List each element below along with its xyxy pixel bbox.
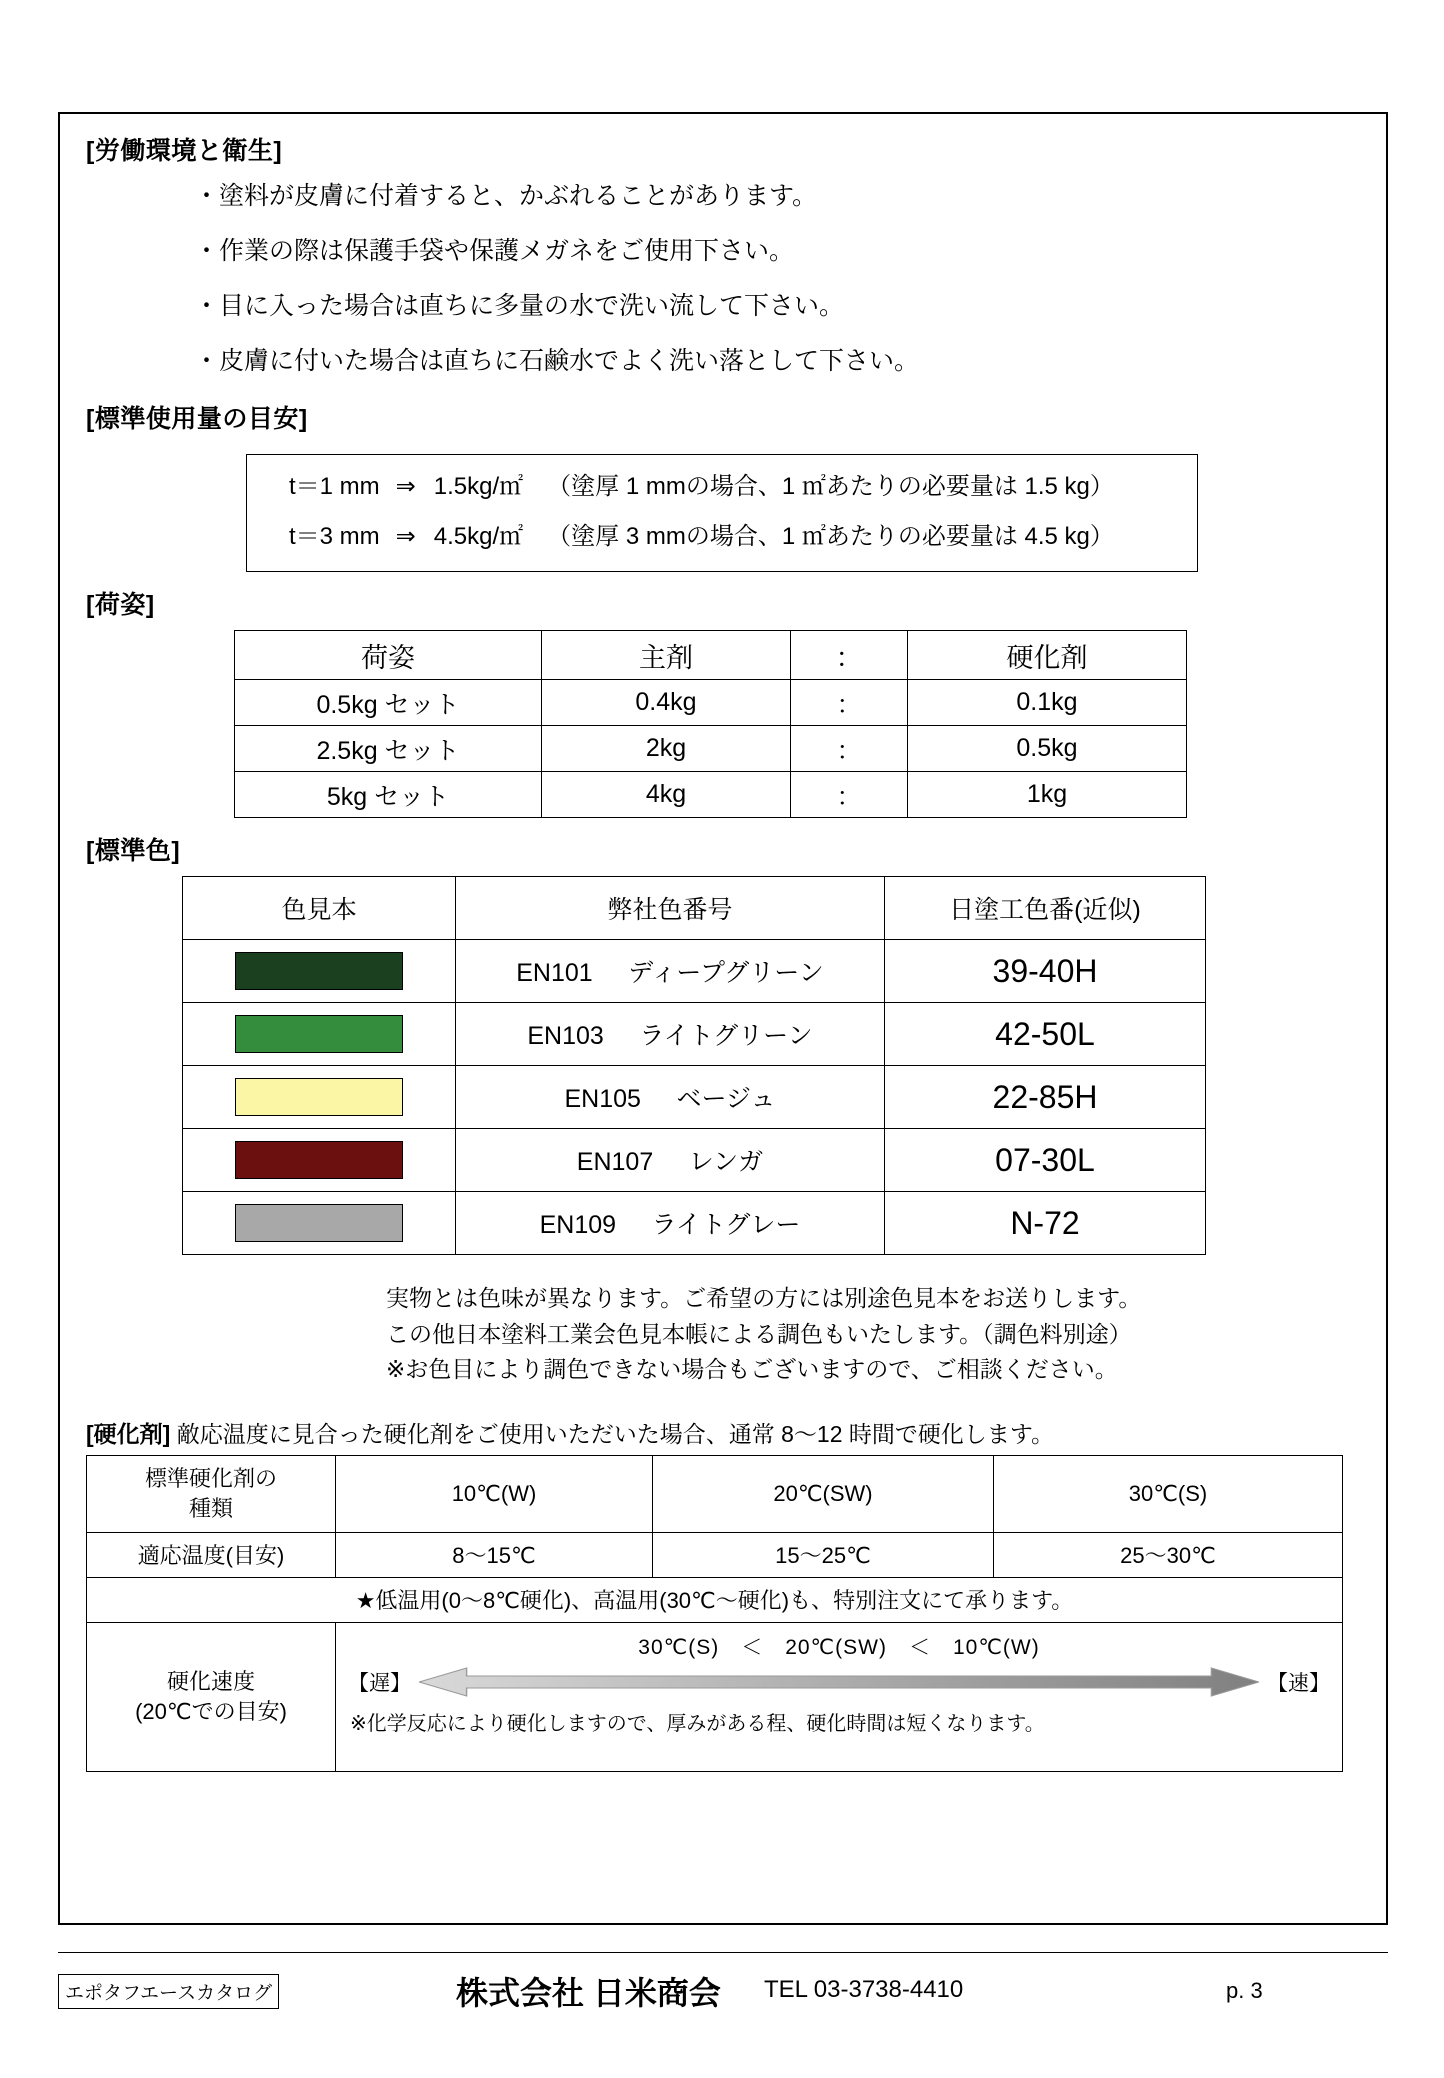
company-name: 株式会社 日米商会 <box>456 1975 721 2011</box>
cure-speed-scale: 30℃(S) ＜ 20℃(SW) ＜ 10℃(W) <box>638 1635 1040 1659</box>
usage-thickness: t＝3 mm <box>289 523 380 550</box>
color-code: EN101 <box>516 959 593 987</box>
content-frame <box>58 112 1388 1925</box>
color-swatch <box>235 952 403 990</box>
section-heading-safety: [労働環境と衛生] <box>86 137 283 165</box>
cure-speed-arrow-row <box>336 1661 1342 1697</box>
cell-temp-s: 25～30℃ <box>994 1532 1343 1577</box>
usage-rate: 1.5kg/㎡ <box>433 473 524 500</box>
color-code: EN107 <box>576 1148 654 1176</box>
color-swatch <box>235 1204 403 1242</box>
cell-separator: ： <box>791 772 908 818</box>
table-row <box>235 772 1187 818</box>
cell-hardener: 1kg <box>908 772 1187 818</box>
section-heading-colors: [標準色] <box>86 837 181 865</box>
hardener-heading-text: 敵応温度に見合った硬化剤をご使用いただいた場合、通常 8～12 時間で硬化します。 <box>176 1420 1055 1447</box>
color-code: EN105 <box>564 1085 641 1113</box>
hardener-table-wrapper <box>86 1455 1360 1772</box>
color-name: ライトグレー <box>651 1211 801 1239</box>
table-row-cure-speed <box>87 1622 1343 1771</box>
table-row <box>235 726 1187 772</box>
cell-set: 0.5kg セット <box>235 680 542 726</box>
color-name: ライトグリーン <box>639 1022 813 1050</box>
column-header-separator: ： <box>791 631 908 680</box>
safety-bullet-list <box>86 184 1360 374</box>
cell-cure-speed-diagram <box>336 1622 1343 1771</box>
color-swatch <box>235 1141 403 1179</box>
cell-swatch <box>183 1192 456 1255</box>
cure-speed-fast-label: 【速】 <box>1267 1671 1330 1695</box>
cell-color-name <box>456 940 885 1003</box>
color-code: EN109 <box>539 1211 617 1239</box>
cell-temp-w: 8～15℃ <box>336 1532 653 1577</box>
packaging-table <box>234 630 1187 818</box>
usage-box-wrapper <box>86 454 1360 572</box>
cell-set: 5kg セット <box>235 772 542 818</box>
cell-hardener-type-w: 10℃(W) <box>336 1455 653 1532</box>
table-row <box>183 1129 1206 1192</box>
safety-bullet-item: ・目に入った場合は直ちに多量の水で洗い流して下さい。 <box>194 292 845 320</box>
cell-swatch <box>183 1066 456 1129</box>
column-header-hardener: 硬化剤 <box>908 631 1187 680</box>
cell-nittoko: 22-85H <box>885 1066 1206 1129</box>
cure-speed-slow-label: 【遅】 <box>348 1671 411 1695</box>
cell-main: 4kg <box>542 772 791 818</box>
page-number: p. 3 <box>1226 1978 1263 2003</box>
cell-nittoko: 39-40H <box>885 940 1206 1003</box>
table-row <box>183 1003 1206 1066</box>
cell-separator: ： <box>791 680 908 726</box>
cure-speed-note <box>336 1697 1342 1736</box>
table-row-temp-range <box>87 1532 1343 1577</box>
safety-bullet-item: ・皮膚に付いた場合は直ちに石鹸水でよく洗い落として下さい。 <box>194 347 920 375</box>
column-header-main: 主剤 <box>542 631 791 680</box>
cell-hardener: 0.1kg <box>908 680 1187 726</box>
table-row-hardener-type <box>87 1455 1343 1532</box>
column-header-set: 荷姿 <box>235 631 542 680</box>
cell-swatch <box>183 1129 456 1192</box>
usage-rate: 4.5kg/㎡ <box>433 523 524 550</box>
cell-main: 0.4kg <box>542 680 791 726</box>
usage-arrow-icon: ⇒ <box>395 473 416 500</box>
color-note-line: 実物とは色味が異なります。ご希望の方には別途色見本をお送りします。 <box>386 1285 1142 1311</box>
usage-box <box>246 454 1198 572</box>
hardener-heading-label: [硬化剤] <box>86 1420 171 1447</box>
cell-swatch <box>183 940 456 1003</box>
cell-color-name <box>456 1003 885 1066</box>
color-name: レンガ <box>688 1148 764 1176</box>
cell-color-name <box>456 1129 885 1192</box>
cell-swatch <box>183 1003 456 1066</box>
cell-nittoko: N-72 <box>885 1192 1206 1255</box>
cell-set: 2.5kg セット <box>235 726 542 772</box>
table-row <box>235 680 1187 726</box>
column-header-nittoko: 日塗工色番(近似) <box>885 877 1206 940</box>
cell-main: 2kg <box>542 726 791 772</box>
cell-temp-label: 適応温度(目安) <box>87 1532 336 1577</box>
hardener-type-label-line1: 標準硬化剤の <box>144 1466 277 1492</box>
double-arrow-icon <box>419 1667 1259 1697</box>
cell-separator: ： <box>791 726 908 772</box>
cell-nittoko: 42-50L <box>885 1003 1206 1066</box>
hardener-table <box>86 1455 1343 1772</box>
footer-divider <box>58 1952 1388 1953</box>
table-header-row <box>235 631 1187 680</box>
table-row <box>183 940 1206 1003</box>
usage-line <box>289 475 1197 499</box>
usage-note: （塗厚 3 mmの場合、1 ㎡あたりの必要量は 4.5 kg） <box>547 523 1114 550</box>
usage-thickness: t＝1 mm <box>289 473 380 500</box>
packaging-table-wrapper <box>86 630 1360 818</box>
cell-hardener: 0.5kg <box>908 726 1187 772</box>
usage-note: （塗厚 1 mmの場合、1 ㎡あたりの必要量は 1.5 kg） <box>547 473 1114 500</box>
color-note-line: この他日本塗料工業会色見本帳による調色もいたします。（調色料別途） <box>386 1320 1132 1347</box>
safety-bullet-item: ・作業の際は保護手袋や保護メガネをご使用下さい。 <box>194 237 795 265</box>
color-table <box>182 876 1206 1255</box>
color-code: EN103 <box>527 1022 604 1050</box>
cell-special-order-note: ★低温用(0～8℃硬化)、高温用(30℃～硬化)も、特別注文にて承ります。 <box>87 1577 1343 1622</box>
company-telephone: TEL 03-3738-4410 <box>764 1976 964 2003</box>
cure-speed-diagram <box>336 1623 1342 1771</box>
cell-cure-speed-label <box>87 1622 336 1771</box>
section-heading-packaging: [荷姿] <box>86 591 155 619</box>
section-heading-usage: [標準使用量の目安] <box>86 405 308 433</box>
color-name: ディープグリーン <box>628 959 824 987</box>
cell-temp-sw: 15～25℃ <box>653 1532 994 1577</box>
usage-arrow-icon: ⇒ <box>395 523 416 550</box>
cell-color-name <box>456 1192 885 1255</box>
column-header-swatch: 色見本 <box>183 877 456 940</box>
table-row <box>183 1192 1206 1255</box>
cure-speed-label-line1: 硬化速度 <box>166 1669 255 1695</box>
color-swatch <box>235 1015 403 1053</box>
column-header-code: 弊社色番号 <box>456 877 885 940</box>
cell-color-name <box>456 1066 885 1129</box>
color-notes <box>86 1281 1360 1388</box>
cure-speed-note-text: ※化学反応により硬化しますので、厚みがある程、硬化時間は短くなります。 <box>350 1712 1045 1735</box>
safety-bullet-item: ・塗料が皮膚に付着すると、かぶれることがあります。 <box>194 182 818 210</box>
color-name: ベージュ <box>676 1085 776 1113</box>
catalog-badge: エポタフエースカタログ <box>58 1974 279 2009</box>
cell-nittoko: 07-30L <box>885 1129 1206 1192</box>
page-footer <box>58 1952 1388 2022</box>
color-note-line: ※お色目により調色できない場合もございますので、ご相談ください。 <box>386 1356 1118 1383</box>
hardener-heading <box>86 1416 1360 1449</box>
cell-hardener-type-sw: 20℃(SW) <box>653 1455 994 1532</box>
color-swatch <box>235 1078 403 1116</box>
table-header-row <box>183 877 1206 940</box>
hardener-type-label-line2: 種類 <box>188 1495 233 1521</box>
cell-hardener-type-s: 30℃(S) <box>994 1455 1343 1532</box>
cell-hardener-type-label <box>87 1455 336 1532</box>
table-row-special-order-note <box>87 1577 1343 1622</box>
table-row <box>183 1066 1206 1129</box>
content-inner <box>60 114 1386 1923</box>
usage-line <box>289 525 1197 549</box>
cure-speed-label-line2: (20℃での目安) <box>135 1698 287 1724</box>
color-table-wrapper <box>86 876 1360 1255</box>
